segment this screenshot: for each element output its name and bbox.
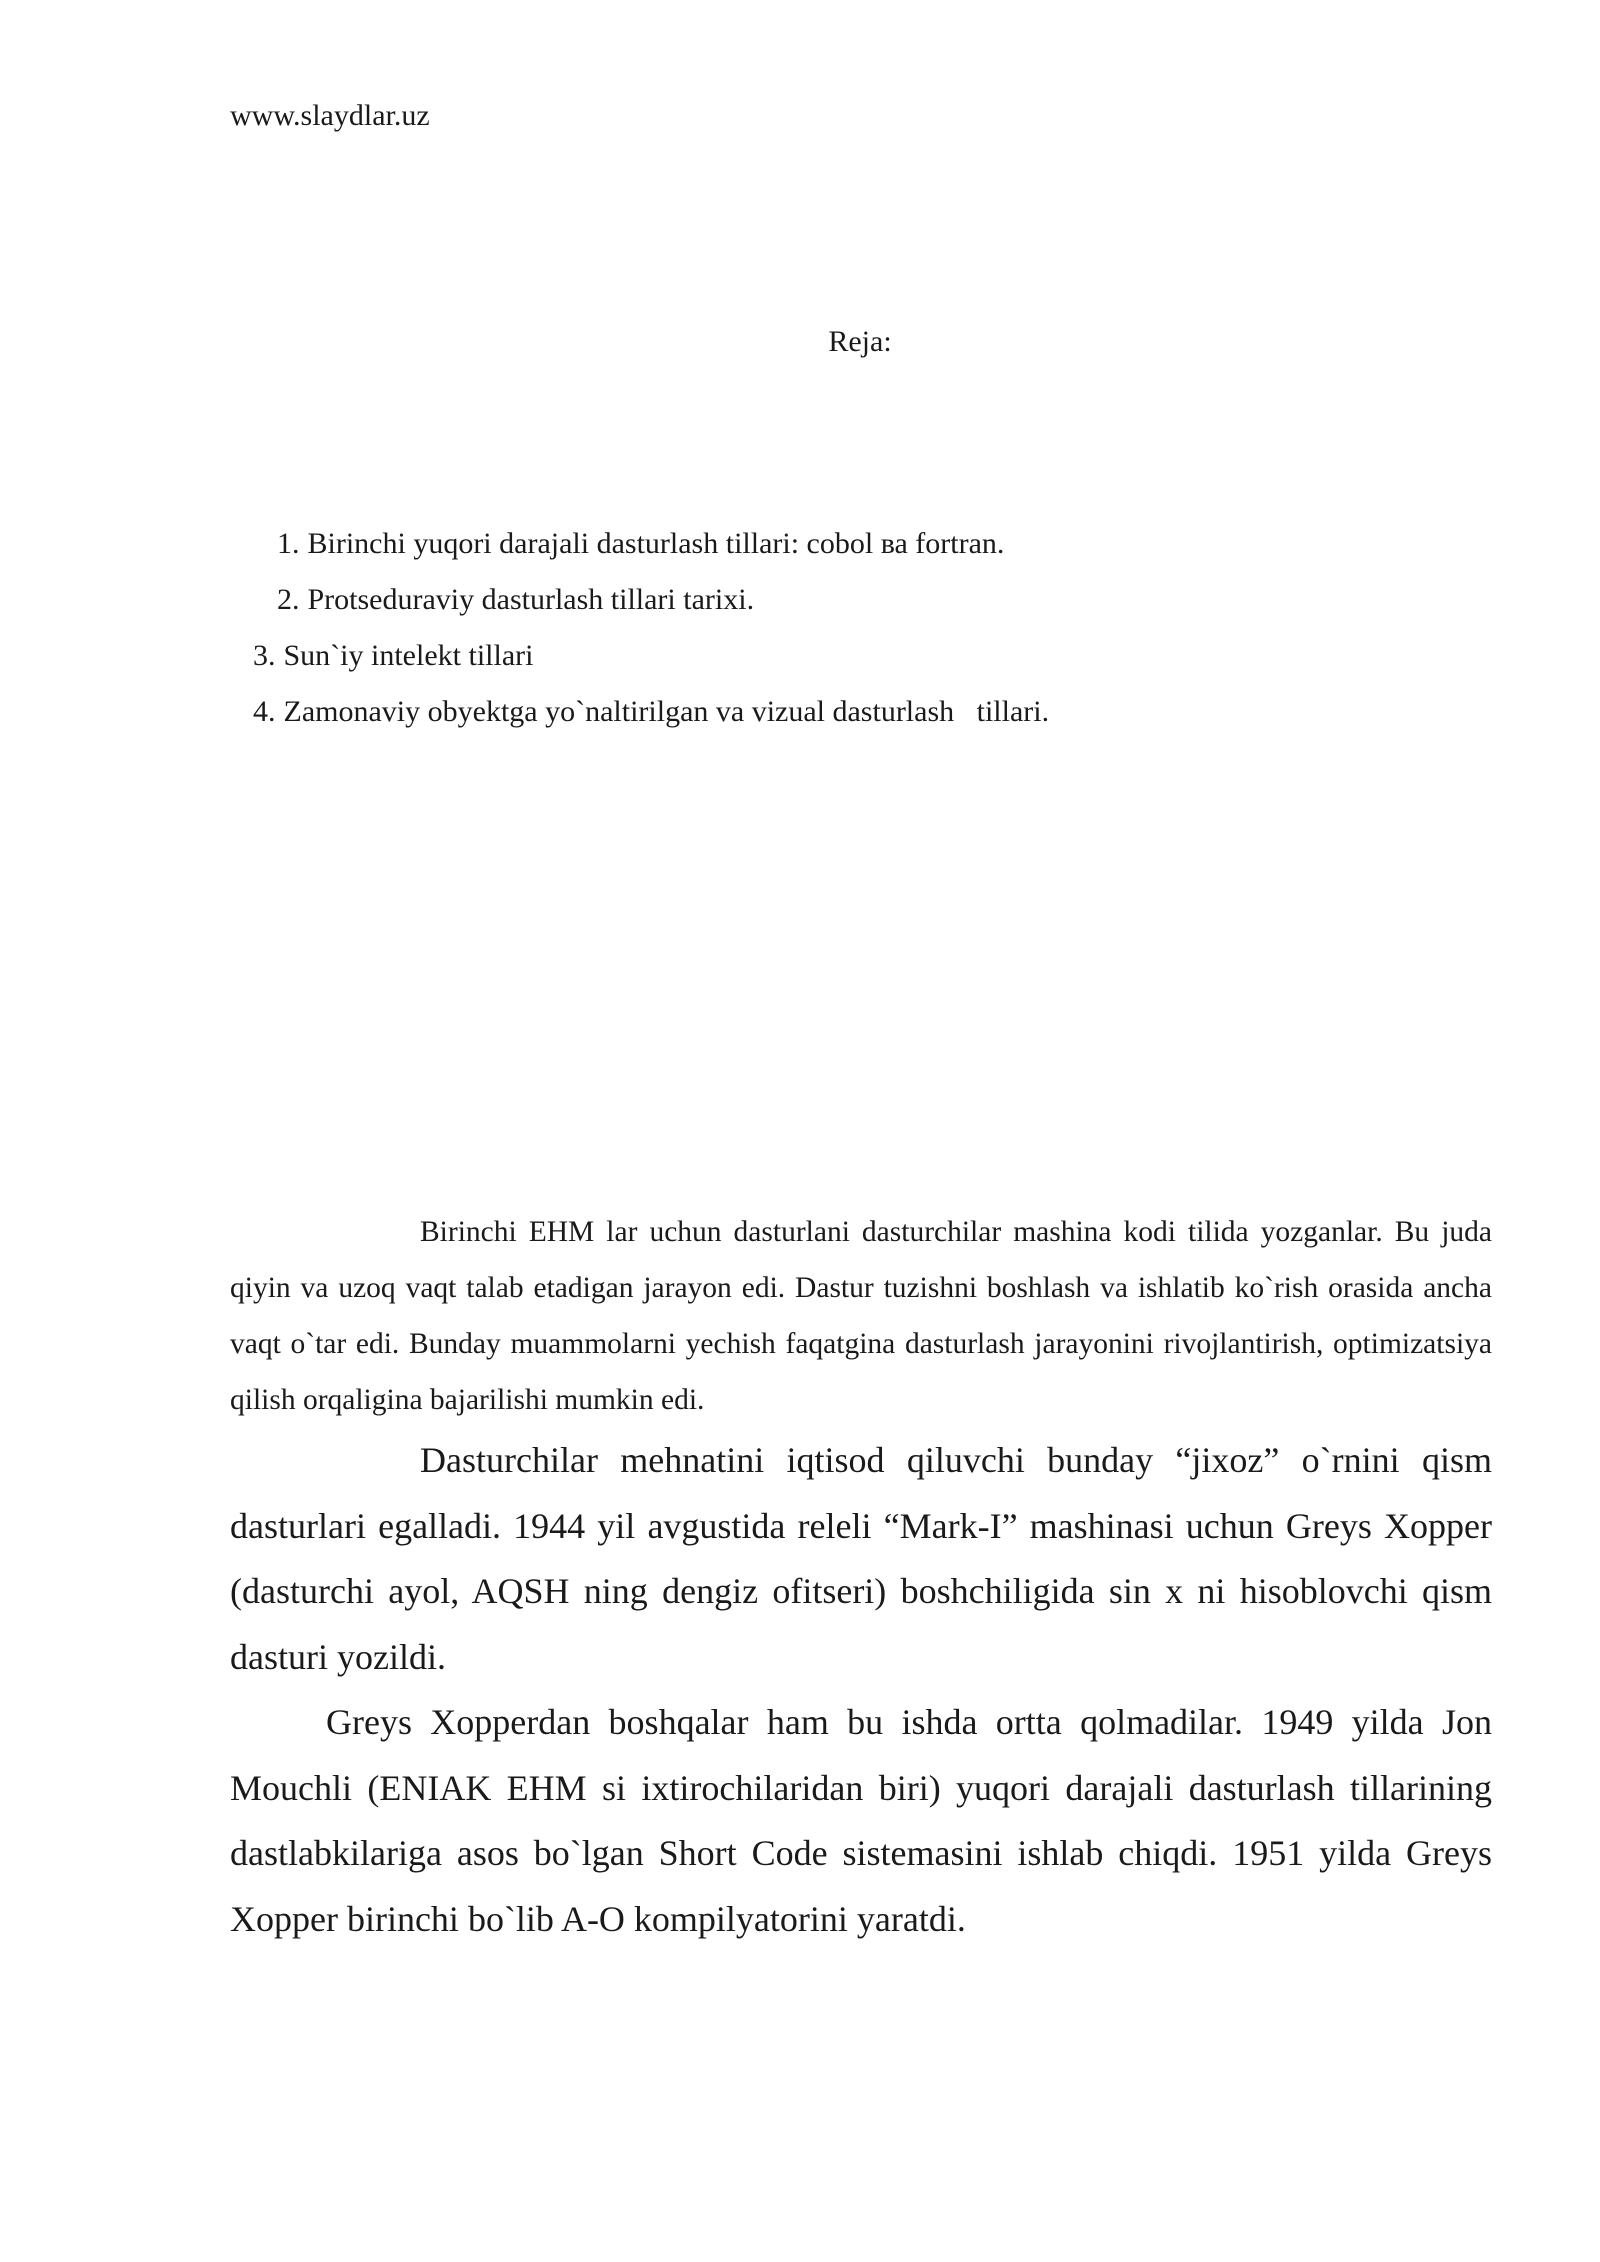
plan-item-text: Protseduraviy dasturlash tillari tarixi. (307, 583, 755, 616)
plan-item-text: Birinchi yuqori darajali dasturlash tillari: cobol ва fortran. (307, 527, 1005, 560)
plan-item-number: 3. (253, 639, 276, 672)
body-paragraph: Dasturchilar mehnatini iqtisod qiluvchi bunday “jixoz” o`rnini qism dasturlari egalladi. 1944 yil avgustida releli “Mark-I” mashinasi uchun Greys Xopper (dasturchi ayol, AQSH ning dengiz ofitseri) boshchiligida sin x ni hisoblovchi qism dasturi yozildi. (230, 1440, 1492, 1677)
plan-item (277, 526, 1004, 562)
plan-item-text: Sun`iy intelekt tillari (283, 639, 534, 672)
body-paragraph: Greys Xopperdan boshqalar ham bu ishda ortta qolmadilar. 1949 yilda Jon Mouchli (ENIAK EHM si ixtirochilaridan biri) yuqori darajali dasturlash tillarining dastlabkilariga asos bo`lgan Short Code sistemasini ishlab chiqdi. 1951 yilda Greys Xopper birinchi bo`lib A-O kompilyatorini yaratdi. (230, 1702, 1492, 1939)
body-paragraph: Birinchi EHM lar uchun dasturlani dasturchilar mashina kodi tilida yozganlar. Bu juda qiyin va uzoq vaqt talab etadigan jarayon edi. Dastur tuzishni boshlash va ishlatib ko`rish orasida ancha vaqt o`tar edi. Bunday muammolarni yechish faqatgina dasturlash jarayonini rivojlantirish, optimizatsiya qilish orqaligina bajarilishi mumkin edi. (230, 1216, 1492, 1416)
plan-item (253, 638, 533, 674)
plan-item-number: 4. (253, 695, 276, 728)
plan-item (253, 694, 1049, 730)
plan-item (277, 582, 754, 618)
plan-item-number: 2. (277, 583, 300, 616)
plan-item-number: 1. (277, 527, 300, 560)
plan-item-text: Zamonaviy obyektga yo`naltirilgan va vizual dasturlash tillari. (283, 695, 1050, 728)
site-url: www.slaydlar.uz (230, 99, 430, 132)
plan-title: Reja: (828, 325, 892, 358)
